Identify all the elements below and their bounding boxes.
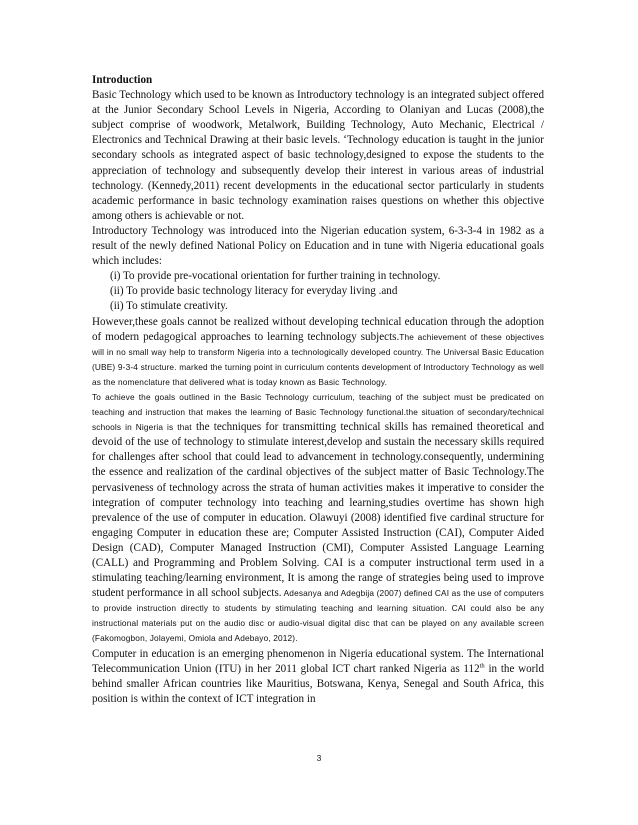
- page-number: 3: [316, 753, 322, 763]
- section-heading: Introduction: [92, 74, 153, 86]
- paragraph-2: Introductory Technology was introduced into the Nigerian education system, 6-3-3-4 in 1982 as a result of the newly defined National Policy on Education and in tune with Nigeria educational goals which includes:: [92, 224, 544, 268]
- paragraph-6-text-a: Computer in education is an emerging phenomenon in Nigeria educational system. The International Telecommunication Union (ITU) in her 2011 global ICT chart ranked Nigeria as 112: [92, 647, 544, 675]
- paragraph-3-sans-text: The achievement of these objectives will in no small way help to transform Nigeria into a technologically developed country. The Universal Basic Education (UBE) 9-3-4 structure. marked the turning point in curriculum contents development of Introductory Technology as well as the nomenclature that delivered what is today known as Basic Technology.: [92, 331, 544, 387]
- list-item: (i) To provide pre-vocational orientation for further training in technology.: [110, 270, 441, 283]
- paragraph-6-text-b: in the world behind smaller African countries like Mauritius, Botswana, Kenya, Senegal and South Africa, this position is within the context of ICT integration in: [92, 662, 545, 705]
- paragraph-1: Basic Technology which used to be known as Introductory technology is an integrated subject offered at the Junior Secondary School Levels in Nigeria, According to Olaniyan and Lucas (2008),the subject comprise of woodwork, Metalwork, Building Technology, Auto Mechanic, Electrical / Electronics and Technical Drawing at their basic levels. ‘Technology education is taught in the junior secondary schools as integrated aspect of basic technology,designed to expose the students to the appreciation of technology and subsequently develop their interest in various areas of industrial technology. (Kennedy,2011) recent developments in the educational sector particularly in students academic performance in basic technology examination raises questions on whether this objective among others is achievable or not.: [92, 89, 544, 222]
- list-item: (ii) To provide basic technology literacy for everyday living .and: [110, 285, 398, 298]
- paragraph-3-text: However,these goals cannot be realized without developing technical education through the adoption of modern pedagogical approaches to learning technology subjects.: [92, 315, 544, 343]
- superscript: th: [479, 661, 485, 669]
- document-body: [92, 73, 544, 707]
- list-item: (ii) To stimulate creativity.: [110, 300, 228, 313]
- paragraph-3: [92, 315, 544, 390]
- paragraph-4-text: the techniques for transmitting technical skills has remained theoretical and devoid of the use of technology to stimulate interest,develop and sustain the necessary skills required for challenges after school that could lead to advancement in technology.consequently, undermining the essence and realization of the cardinal objectives of the subject matter of Basic Technology.The pervasiveness of technology across the strata of human activities makes it imperative to consider the integration of computer technology into teaching and learning,studies overtime has shown high prevalence of the use of computer in education. Olawuyi (2008) identified five cardinal structure for engaging Computer in education these are; Computer Assisted Instruction (CAI), Computer Aided Design (CAD), Computer Managed Instruction (CMI), Computer Assisted Language Learning (CALL) and Programming and Problem Solving. CAI is a computer instructional term used in a stimulating teaching/learning environment, It is among the range of strategies being used to improve student performance in all school subjects.: [92, 421, 545, 600]
- paragraph-4: [92, 390, 544, 647]
- paragraph-5-sans-text: Adesanya and Adegbija (2007) defined CAI as the use of computers to provide instruction directly to students by stimulating teaching and learning situation. CAI could also be any instructional materials put on the audio disc or audio-visual digital disc that can be played on any available screen (Fakomogbon, Jolayemi, Omiola and Adebayo, 2012).: [92, 588, 544, 644]
- paragraph-6: [92, 647, 544, 707]
- paragraph-4-sans-text: To achieve the goals outlined in the Basic Technology curriculum, teaching of the subject must be predicated on teaching and instruction that makes the learning of Basic Technology functional.the situation of secondary/technical schools in Nigeria is that: [92, 391, 544, 433]
